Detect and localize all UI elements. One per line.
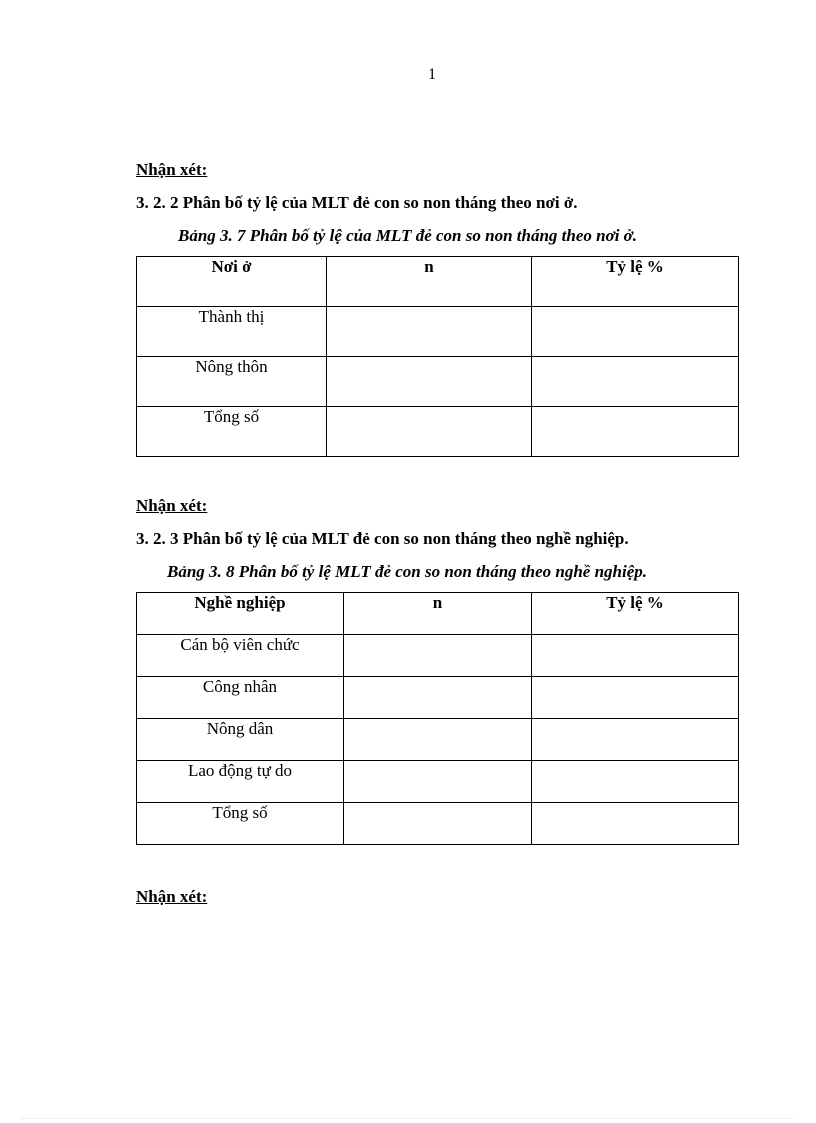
row-label: Nông dân <box>137 719 344 761</box>
remark-label-1: Nhận xét: <box>136 160 208 179</box>
cell-percent <box>532 635 739 677</box>
row-label: Lao động tự do <box>137 761 344 803</box>
cell-percent <box>532 719 739 761</box>
header-cell-percent: Tỷ lệ % <box>532 593 739 635</box>
cell-n <box>344 635 532 677</box>
remark-label-2: Nhận xét: <box>136 496 208 515</box>
section-heading-3-2-2: 3. 2. 2 Phân bố tỷ lệ của MLT đẻ con so non tháng theo nơi ở. <box>136 193 578 212</box>
cell-n <box>327 407 532 457</box>
table-row <box>137 307 739 357</box>
row-label: Nông thôn <box>137 357 327 407</box>
header-cell-n: n <box>327 257 532 307</box>
header-cell-occupation: Nghề nghiệp <box>137 593 344 635</box>
cell-percent <box>532 761 739 803</box>
header-cell-percent: Tỷ lệ % <box>532 257 739 307</box>
table-header-row <box>137 593 739 635</box>
cell-n <box>344 677 532 719</box>
table-row <box>137 357 739 407</box>
row-label: Tổng số <box>137 407 327 457</box>
page-bottom-border <box>20 1118 796 1119</box>
table-header-row <box>137 257 739 307</box>
cell-percent <box>532 407 739 457</box>
table-row <box>137 407 739 457</box>
cell-percent <box>532 677 739 719</box>
cell-n <box>327 307 532 357</box>
table-residence <box>136 256 739 457</box>
table-row <box>137 635 739 677</box>
table-occupation <box>136 592 739 845</box>
remark-label-3: Nhận xét: <box>136 887 208 906</box>
row-label: Thành thị <box>137 307 327 357</box>
row-label: Công nhân <box>137 677 344 719</box>
row-label: Tổng số <box>137 803 344 845</box>
cell-n <box>344 761 532 803</box>
cell-percent <box>532 357 739 407</box>
cell-percent <box>532 307 739 357</box>
header-cell-residence: Nơi ở <box>137 257 327 307</box>
table-row <box>137 803 739 845</box>
table-row <box>137 719 739 761</box>
cell-n <box>344 803 532 845</box>
row-label: Cán bộ viên chức <box>137 635 344 677</box>
page-number: 1 <box>428 66 436 83</box>
table-caption-3-8: Bảng 3. 8 Phân bố tỷ lệ MLT đẻ con so non tháng theo nghề nghiệp. <box>167 562 648 581</box>
table-row <box>137 761 739 803</box>
table-row <box>137 677 739 719</box>
table-caption-3-7: Bảng 3. 7 Phân bố tỷ lệ của MLT đẻ con so non tháng theo nơi ở. <box>178 226 638 245</box>
cell-percent <box>532 803 739 845</box>
section-heading-3-2-3: 3. 2. 3 Phân bố tỷ lệ của MLT đẻ con so non tháng theo nghề nghiệp. <box>136 529 629 548</box>
cell-n <box>344 719 532 761</box>
header-cell-n: n <box>344 593 532 635</box>
cell-n <box>327 357 532 407</box>
